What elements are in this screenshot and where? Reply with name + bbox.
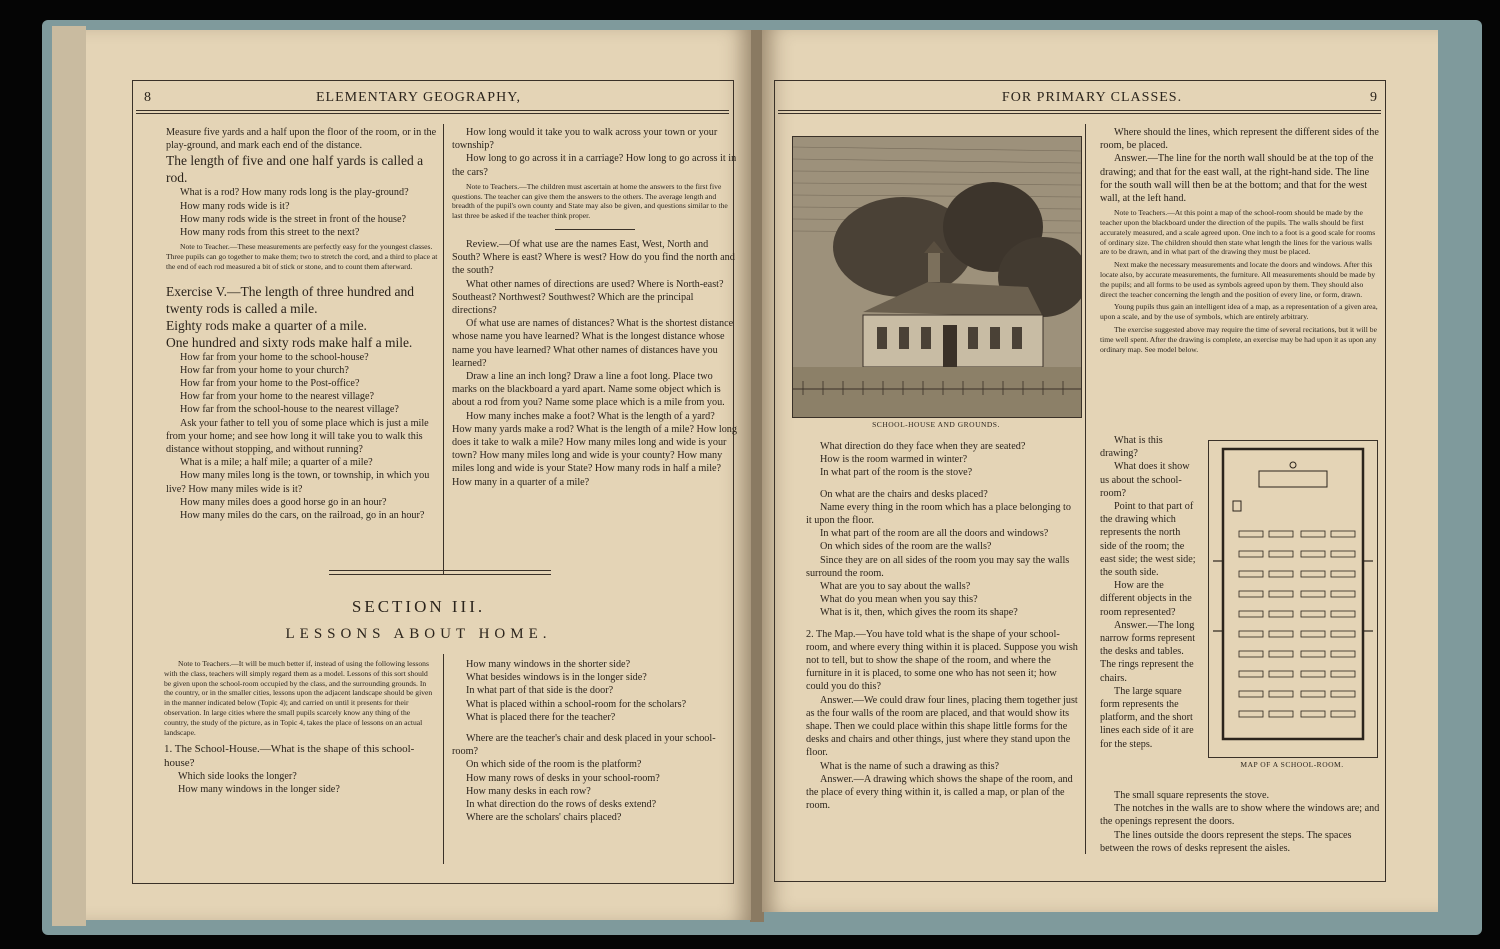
question: How many desks in each row? — [466, 785, 591, 797]
school-room-map — [1208, 440, 1378, 758]
question: What are you to say about the walls? — [820, 581, 971, 593]
teacher-note: Young pupils thus gain an intelligent idea of a map, as a representation of a given area, upon a scale, and by the use of symbols, which are entirely arbitrary. — [1100, 302, 1378, 322]
paragraph: Draw a line an inch long? Draw a line a foot long. Place two marks on the blackboard a yard apart. Name some object which is about a rod from you? Name some place which is a mile from you. — [452, 371, 725, 409]
question: In what part of the room is the stove? — [820, 467, 973, 479]
paragraph: Since they are on all sides of the room you may say the walls surround the room. — [806, 554, 1070, 579]
question: How many rows of desks in your school-room? — [466, 772, 660, 784]
teacher-note: Note to Teacher.—These measurements are perfectly easy for the youngest classes. Three pupils can go together to make them; two to stretch the cord, and a third to place at the end of each rod measured a bit of stick or stone, and to count them afterward. — [166, 242, 438, 271]
question: What besides windows is in the longer side? — [466, 672, 647, 684]
question: In what part of the room are all the doors and windows? — [820, 528, 1049, 540]
answer: Answer.—We could draw four lines, placing them together just as the four walls of the room are placed, and that would show its shape. Then we could place within this shape little forms for the desks and chairs and other things, just where they stand upon the floor. — [806, 694, 1078, 759]
header-rule — [136, 110, 729, 114]
answer: Answer.—The long narrow forms represent the desks and tables. The rings represent the chairs. — [1100, 619, 1196, 684]
answer: Answer.—A drawing which shows the shape of the room, and the place of every thing within it, is called a map, or plan of the room. — [806, 773, 1073, 812]
running-head: FOR PRIMARY CLASSES. — [1001, 90, 1183, 105]
column-2 — [452, 126, 737, 489]
teacher-note: Next make the necessary measurements and locate the doors and windows. After this locate also, by accurate measurements, the furniture. All measurements should be made by the pupils; and all forms to be used as symbols agreed upon by them. They should also direct the teacher concerning the length and the position of every line, or form, drawn. — [1100, 260, 1376, 299]
definition: One hundred and sixty rods make half a mile. — [166, 334, 413, 350]
question: How are the different objects in the room represented? — [1100, 580, 1192, 618]
paragraph: The lines outside the doors represent the steps. The spaces between the rows of desks represent the aisles. — [1100, 829, 1352, 854]
question: What is a rod? How many rods long is the play-ground? — [180, 187, 409, 199]
question: How long would it take you to walk across your town or your township? — [452, 127, 718, 152]
question: How far from your home to the Post-office? — [180, 378, 360, 390]
column-2 — [1100, 126, 1380, 357]
column-1 — [166, 126, 438, 522]
definition: The length of five and one half yards is called a rod. — [166, 153, 424, 186]
topic-heading: 2. The Map.—You have told what is the shape of your school-room, and where every thing within it is placed. Suppose you wish not to tell, but to show the shape of the room, and where the furniture in it is placed, to some one who has not seen it; how could you do this? — [806, 628, 1078, 693]
question: What is a mile; a half mile; a quarter of a mile? — [180, 457, 373, 469]
section-divider — [329, 570, 551, 575]
question: How many miles does a good horse go in an hour? — [180, 496, 387, 508]
question: What is placed within a school-room for the scholars? — [466, 698, 687, 710]
map-caption: MAP OF A SCHOOL-ROOM. — [1240, 760, 1344, 769]
paragraph: Measure five yards and a half upon the floor of the room, or in the play-ground, and mark each end of the distance. — [166, 127, 437, 152]
teacher-note: Note to Teachers.—The children must ascertain at home the answers to the first five questions. The teacher can give them the answers to the others. The average length and breadth of the pupil's own county and State may also be given, and questions similar to the last three be asked if the teacher think proper. — [452, 181, 728, 221]
question: What direction do they face when they are seated? — [820, 441, 1026, 452]
question: How is the room warmed in winter? — [820, 454, 968, 466]
question: On what are the chairs and desks placed? — [820, 488, 988, 500]
floor-plan — [1209, 441, 1377, 757]
question: How far from your home to your church? — [180, 364, 349, 376]
question: How far from the school-house to the nearest village? — [180, 404, 399, 416]
question: What is placed there for the teacher? — [466, 711, 616, 723]
school-house-engraving — [792, 136, 1082, 418]
left-page — [86, 30, 751, 920]
paragraph: Ask your father to tell you of some place which is just a mile from your home; and see how long it will take you to walk this distance without stopping, and without running? — [166, 417, 429, 456]
question: How long to go across it in a carriage? How long to go across it in the cars? — [452, 153, 737, 178]
definition: Eighty rods make a quarter of a mile. — [166, 317, 367, 333]
answer: The large square form represents the platform, and the short lines each side of it are for the steps. — [1100, 685, 1194, 750]
column-rule — [443, 654, 444, 864]
paragraph: The small square represents the stove. — [1114, 790, 1270, 801]
page-edges — [52, 26, 86, 926]
teacher-note: The exercise suggested above may require the time of several recitations, but it will be time well spent. After the drawing is complete, an exercise may be had upon it as upon any ordinary map. See model below. — [1100, 324, 1377, 354]
school-house-illustration — [793, 137, 1081, 417]
question: Which side looks the longer? — [178, 770, 297, 782]
question: Where are the teacher's chair and desk placed in your school-room? — [452, 733, 716, 758]
question: How many windows in the shorter side? — [466, 659, 631, 670]
paragraph: Of what use are names of distances? What is the shortest distance whose name you have learned? What is the longest distance whose name you have learned? What other names of distances have you learned? — [452, 318, 734, 369]
question: What is this drawing? — [1100, 435, 1163, 460]
right-page — [762, 30, 1438, 912]
question: How many rods from this street to the next? — [180, 227, 360, 239]
question: Where are the scholars' chairs placed? — [466, 812, 622, 824]
question: What is it, then, which gives the room its shape? — [820, 607, 1018, 619]
question: How far from your home to the nearest village? — [180, 391, 375, 403]
question: How far from your home to the school-house? — [180, 351, 369, 363]
question: Point to that part of the drawing which represents the north side of the room; the east side; the west side; the south side. — [1100, 501, 1196, 579]
question: What does it show us about the school-room? — [1100, 461, 1190, 499]
question: What do you mean when you say this? — [820, 594, 978, 606]
exercise-heading: Exercise V.—The length of three hundred and twenty rods is called a mile. — [166, 283, 415, 316]
paragraph: How many inches make a foot? What is the length of a yard? How many yards make a rod? What is the length of a mile? How long does it take to walk a mile? How many miles long and wide is your town? How many miles long and wide is your county? How many miles long and wide is your State? How many rods in half a mile? How many in a quarter of a mile? — [452, 410, 737, 488]
column-4 — [452, 658, 737, 824]
paragraph: What other names of directions are used? Where is North-east? Southeast? Northwest? Southwest? Which are the principal directions? — [452, 278, 724, 317]
question: How many rods wide is the street in front of the house? — [180, 213, 407, 225]
question: On which side of the room is the platform? — [466, 759, 642, 771]
paragraph: The notches in the walls are to show where the windows are; and the openings represent the doors. — [1100, 803, 1380, 828]
question: How many miles long is the town, or township, in which you live? How many miles wide is it? — [166, 470, 430, 495]
column-1 — [806, 440, 1078, 812]
map-explanation — [1100, 789, 1380, 855]
question: How many windows in the longer side? — [178, 783, 340, 795]
teacher-note: Note to Teachers.—It will be much better if, instead of using the following lessons with the class, teachers will simply regard them as a model. Lessons of this sort should be given upon the school-room occupied by the class, and the surrounding grounds. In the country, or in the smaller cities, lessons upon the adjacent landscape should be given in the manner indicated below (Topic 4); and carried on until it presents for their observation. In large cities where the small pupils scarcely know any thing of the country, the study of the picture, as in Topic 4, takes the place of lessons on an actual landscape. — [164, 659, 433, 737]
column-rule — [1085, 124, 1086, 854]
question: In what direction do the rows of desks extend? — [466, 799, 657, 811]
column-3 — [164, 656, 434, 796]
running-head: ELEMENTARY GEOGRAPHY, — [316, 90, 521, 105]
question: Where should the lines, which represent the different sides of the room, be placed. — [1100, 127, 1379, 152]
review-paragraph: Review.—Of what use are the names East, West, North and South? Where is east? Where is west? How do you find the north and the south? — [452, 239, 735, 277]
answer: Answer.—The line for the north wall should be at the top of the drawing; and that for the east wall, at the right-hand side. The line for the south wall will then be at the bottom; and that for the west wall, at the left hand. — [1100, 153, 1374, 205]
question: How many miles do the cars, on the railroad, go in an hour? — [180, 510, 425, 522]
page-number: 8 — [144, 90, 152, 105]
page-number: 9 — [1370, 90, 1378, 105]
question: Name every thing in the room which has a place belonging to it upon the floor. — [806, 501, 1071, 527]
question: How many rods wide is it? — [180, 200, 290, 212]
topic-heading: 1. The School-House.—What is the shape of this school-house? — [164, 743, 415, 769]
engraving-caption: SCHOOL-HOUSE AND GROUNDS. — [872, 420, 1000, 429]
question: On which sides of the room are the walls? — [820, 541, 992, 553]
question: What is the name of such a drawing as this? — [820, 760, 1000, 772]
question: In what part of that side is the door? — [466, 685, 614, 697]
section-subtitle: LESSONS ABOUT HOME. — [285, 626, 552, 642]
column-rule — [443, 124, 444, 574]
teacher-note: Note to Teachers.—At this point a map of the school-room should be made by the teacher upon the blackboard under the direction of the pupils. The walls should be first accurately measured, and a scale agreed upon. One inch to a foot is a good scale for rooms of ordinary size. The children should then state what length the lines for the various walls are to be drawn, and in what part of the drawing they must be placed. — [1100, 208, 1376, 257]
header-rule — [778, 110, 1381, 114]
map-questions — [1100, 434, 1198, 751]
section-title: SECTION III. — [351, 597, 486, 616]
